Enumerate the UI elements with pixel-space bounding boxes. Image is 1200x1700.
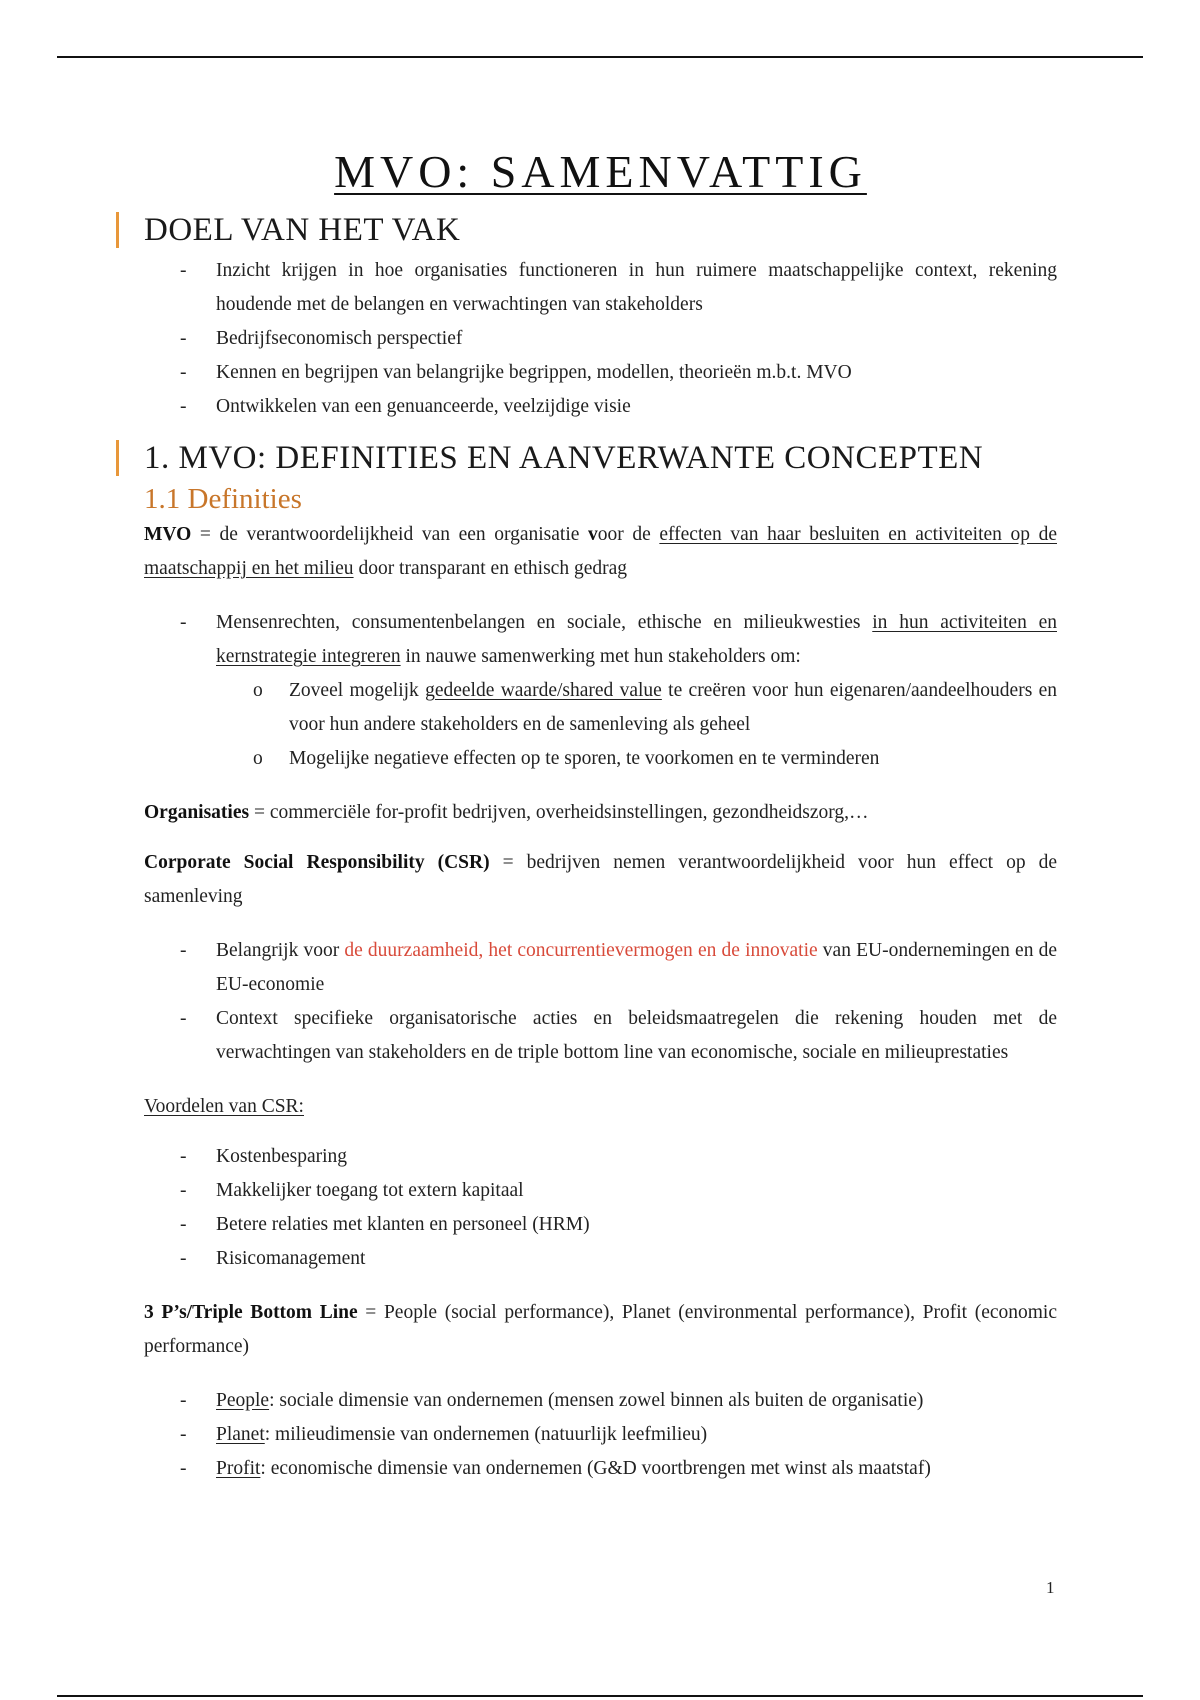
heading-text: DOEL VAN HET VAK <box>144 212 461 248</box>
list-item: o Zoveel mogelijk gedeelde waarde/shared value te creëren voor hun eigenaren/aandeelhouders en voor hun andere stakeholders en de samenleving als geheel <box>253 680 1058 735</box>
list-item: - Risicomanagement <box>180 1248 366 1269</box>
heading-text: 1. MVO: DEFINITIES EN AANVERWANTE CONCEPTEN <box>144 440 984 476</box>
tbl-definition: 3 P’s/Triple Bottom Line = People (social performance), Planet (environmental performance), Profit (economic performance) <box>144 1302 1057 1357</box>
list-item: - People: sociale dimensie van ondernemen (mensen zowel binnen als buiten de organisatie) <box>180 1390 924 1411</box>
voordelen-label: Voordelen van CSR: <box>144 1096 304 1117</box>
list-item: - Kennen en begrijpen van belangrijke begrippen, modellen, theorieën m.b.t. MVO <box>180 362 852 383</box>
list-item: - Bedrijfseconomisch perspectief <box>180 328 463 349</box>
mvo-definition: MVO = de verantwoordelijkheid van een organisatie voor de effecten van haar besluiten en activiteiten op de maatschappij en het milieu door transparant en ethisch gedrag <box>144 524 1057 579</box>
list-item: - Profit: economische dimensie van ondernemen (G&D voortbrengen met winst als maatstaf) <box>180 1458 931 1479</box>
organisaties-definition: Organisaties = commerciële for-profit bedrijven, overheidsinstellingen, gezondheidszorg,… <box>144 802 869 823</box>
list-item: - Context specifieke organisatorische acties en beleidsmaatregelen die rekening houden met de verwachtingen van stakeholders en de triple bottom line van economische, sociale en milieuprestaties <box>180 1008 1057 1063</box>
doel-list <box>144 254 1057 424</box>
list-item: - Ontwikkelen van een genuanceerde, veelzijdige visie <box>180 396 631 417</box>
heading-doel-van-het-vak <box>144 208 1057 252</box>
list-item: - Belangrijk voor de duurzaamheid, het concurrentievermogen en de innovatie van EU-ondernemingen en de EU-economie <box>180 940 1058 995</box>
csr-definition: Corporate Social Responsibility (CSR) = bedrijven nemen verantwoordelijkheid voor hun effect op de samenleving <box>144 852 1057 907</box>
list-item: - Inzicht krijgen in hoe organisaties functioneren in hun ruimere maatschappelijke context, rekening houdende met de belangen en verwachtingen van stakeholders <box>180 260 1057 315</box>
mvo-sub-list <box>216 674 1057 776</box>
mvo-term: MVO <box>144 524 192 545</box>
header-rule <box>57 56 1143 58</box>
subheading-definities: 1.1 Definities <box>144 483 302 515</box>
heading-accent-bar <box>116 440 119 476</box>
list-item: o Mogelijke negatieve effecten op te sporen, te voorkomen en te verminderen <box>253 748 880 769</box>
document-title: MVO: SAMENVATTIG <box>334 146 867 197</box>
heading-definities-concepten <box>144 436 1057 480</box>
list-item: - Makkelijker toegang tot extern kapitaal <box>180 1180 524 1201</box>
list-item: - Kostenbesparing <box>180 1146 348 1167</box>
list-item: - Mensenrechten, consumentenbelangen en sociale, ethische en milieukwesties in hun activiteiten en kernstrategie integreren in nauwe samenwerking met hun stakeholders om: o Zoveel mogelijk gedeelde waarde/shared value te creëren voor hun eigenaren/aandeelhouders en voor hun andere stakeholders en de samenleving als geheel o Mogelijke negatieve effecten op te sporen, te voorkomen en te verminderen <box>144 606 1057 776</box>
document-page <box>144 140 1057 1486</box>
voordelen-list <box>144 1140 1057 1276</box>
mvo-bullets <box>144 606 1057 776</box>
csr-bullets <box>144 934 1057 1070</box>
three-ps-list <box>144 1384 1057 1486</box>
footer-rule <box>57 1695 1143 1697</box>
list-item: - Betere relaties met klanten en personeel (HRM) <box>180 1214 590 1235</box>
page-number: 1 <box>1046 1578 1055 1597</box>
list-item: - Planet: milieudimensie van ondernemen (natuurlijk leefmilieu) <box>180 1424 708 1445</box>
heading-accent-bar <box>116 212 119 248</box>
